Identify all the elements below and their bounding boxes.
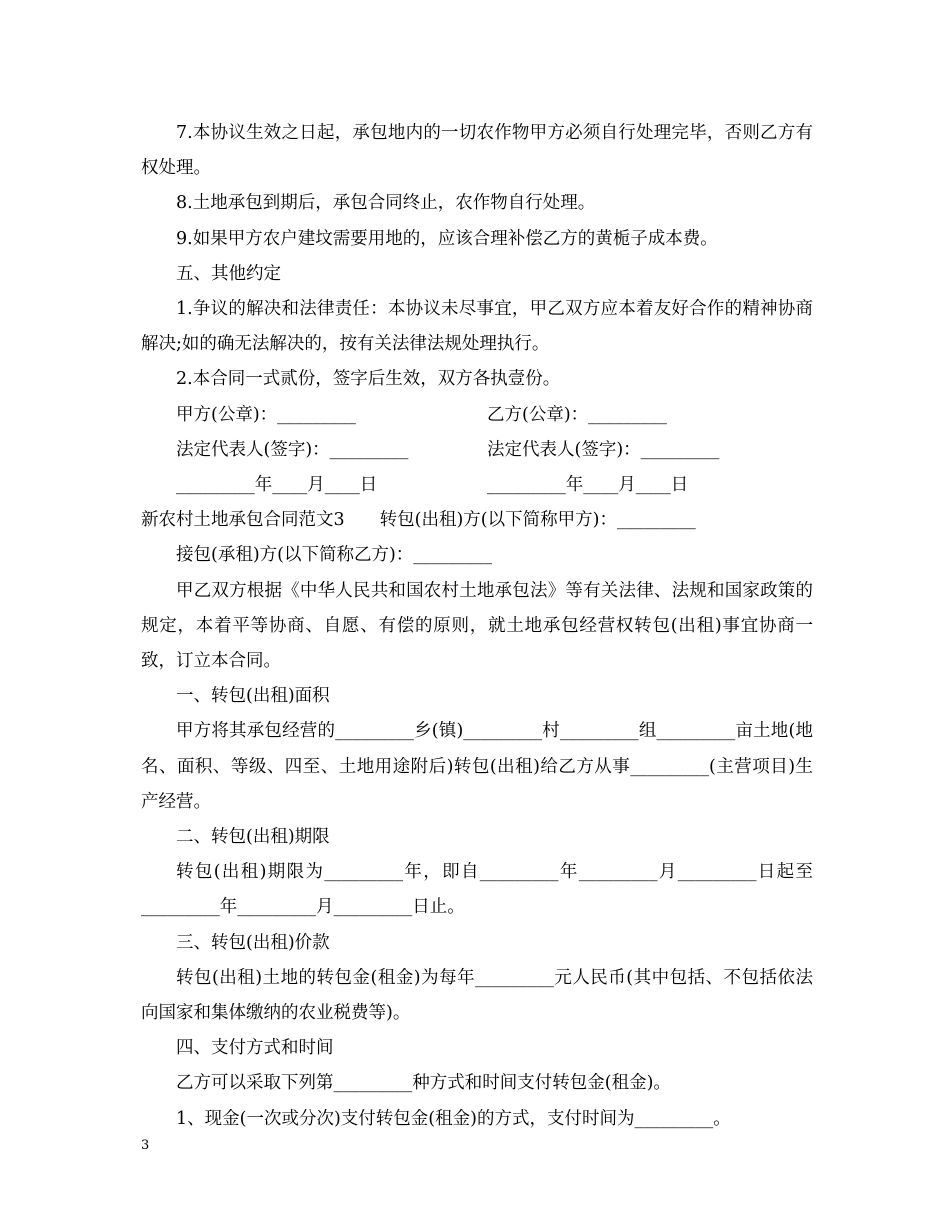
party-b-representative-field: 法定代表人(签字)：_________ [487,439,720,460]
section-heading-payment: 四、支付方式和时间 [176,1038,334,1059]
clause-payment-method: 乙方可以采取下列第_________种方式和时间支付转包金(租金)。 [176,1073,671,1094]
section-heading-term: 二、转包(出租)期限 [176,827,330,848]
clause-copies: 2.本合同一式贰份，签字后生效，双方各执壹份。 [176,369,561,390]
clause-term: 转包(出租)期限为_________年，即自_________年_________月_________日起至_________年_________月_________日止。 [141,862,813,918]
signature-row-date [141,468,813,503]
party-a-representative-field: 法定代表人(签字)：_________ [176,439,409,460]
clause-area: 甲方将其承包经营的_________乡(镇)_________村_________组_________亩土地(地名、面积、等级、四至、土地用途附后)转包(出租)给乙方从事_________(主营项目)生产经营。 [141,721,813,812]
party-a-date-field: _________年____月____日 [176,475,378,496]
section-heading-price: 三、转包(出租)价款 [176,932,330,953]
party-b-date-field: _________年____月____日 [487,475,689,496]
clause-payment-cash: 1、现金(一次或分次)支付转包金(租金)的方式，支付时间为_________。 [176,1108,731,1129]
page-number: 3 [141,1138,150,1153]
section-heading-other-terms: 五、其他约定 [176,263,281,284]
clause-9: 9.如果甲方农户建坟需要用地的，应该合理补偿乙方的黄栀子成本费。 [176,228,718,249]
lessee-line: 接包(承租)方(以下简称乙方)：_________ [176,545,493,566]
contract-body [141,116,813,1137]
party-a-seal-field: 甲方(公章)：_________ [176,404,356,425]
clause-dispute-resolution: 1.争议的解决和法律责任：本协议未尽事宜，甲乙双方应本着友好合作的精神协商解决;如的确无法解决的，按有关法律法规处理执行。 [141,299,813,355]
clause-7: 7.本协议生效之日起，承包地内的一切农作物甲方必须自行处理完毕，否则乙方有权处理。 [141,123,813,179]
signature-row-seal [141,398,813,433]
contract-3-heading: 新农村土地承包合同范文3 转包(出租)方(以下简称甲方)：_________ [141,510,696,531]
preamble: 甲乙双方根据《中华人民共和国农村土地承包法》等有关法律、法规和国家政策的规定，本着平等协商、自愿、有偿的原则，就土地承包经营权转包(出租)事宜协商一致，订立本合同。 [141,580,813,672]
signature-row-representative [141,433,813,468]
clause-price: 转包(出租)土地的转包金(租金)为每年_________元人民币(其中包括、不包括依法向国家和集体缴纳的农业税费等)。 [141,967,813,1024]
party-b-seal-field: 乙方(公章)：_________ [487,404,667,425]
section-heading-area: 一、转包(出租)面积 [176,686,330,707]
clause-8: 8.土地承包到期后，承包合同终止，农作物自行处理。 [176,193,596,214]
